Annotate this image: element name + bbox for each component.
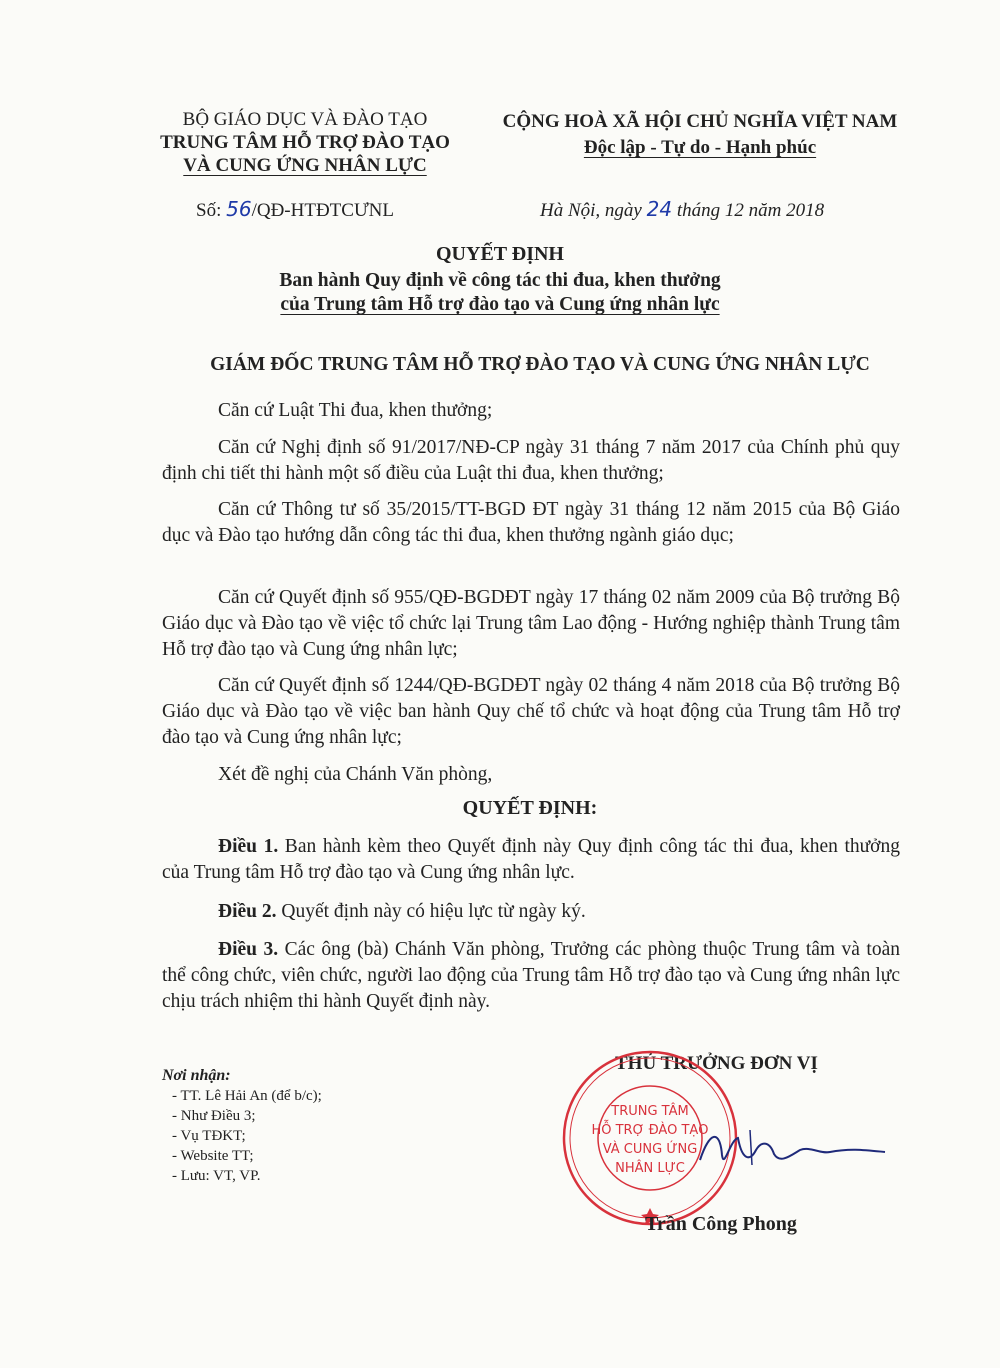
basis-6: Xét đề nghị của Chánh Văn phòng, [218,764,493,785]
title-sub2: của Trung tâm Hỗ trợ đào tạo và Cung ứng nhân lực [280,294,720,315]
title-sub1: Ban hành Quy định về công tác thi đua, khen thưởng [279,270,721,291]
signer-role: THỦ TRƯỞNG ĐƠN VỊ [615,1053,818,1074]
country-name: CỘNG HOÀ XÃ HỘI CHỦ NGHĨA VIỆT NAM [502,111,898,132]
basis-1: Căn cứ Luật Thi đua, khen thưởng; [218,400,493,421]
handwritten-day: 24 [646,197,673,221]
basis-5: Căn cứ Quyết định số 1244/QĐ-BGDĐT ngày 02 tháng 4 năm 2018 của Bộ trưởng Bộ Giáo dục và Đào tạo về việc ban hành Quy chế tổ chức và hoạt động của Trung tâm Hỗ trợ đào tạo và Cung ứng nhân lực; [162,675,900,748]
document-number: Số: 56/QĐ-HTĐTCƯNL [196,197,395,221]
stamp-line4: NHÂN LỰC [615,1161,685,1176]
stamp-line3: VÀ CUNG ỨNG [602,1142,698,1157]
recipients-block [162,1066,322,1186]
basis-3: Căn cứ Thông tư số 35/2015/TT-BGD ĐT ngày 31 tháng 12 năm 2015 của Bộ Giáo dục và Đào tạo hướng dẫn công tác thi đua, khen thưởng ngành giáo dục; [162,499,900,546]
recipients-list [162,1086,322,1186]
issuing-authority: GIÁM ĐỐC TRUNG TÂM HỖ TRỢ ĐÀO TẠO VÀ CUNG ỨNG NHÂN LỰC [210,354,870,375]
handwritten-number: 56 [226,197,252,221]
basis-2: Căn cứ Nghị định số 91/2017/NĐ-CP ngày 31 tháng 7 năm 2017 của Chính phủ quy định chi tiết thi hành một số điều của Luật thi đua, khen thưởng; [162,437,900,484]
national-motto: Độc lập - Tự do - Hạnh phúc [583,137,817,158]
ministry-name: BỘ GIÁO DỤC VÀ ĐÀO TẠO [182,109,428,130]
list-item: - Như Điều 3; [172,1108,256,1124]
list-item: - Website TT; [172,1148,254,1164]
signer-name: Trần Công Phong [645,1213,797,1235]
center-name-line1: TRUNG TÂM HỖ TRỢ ĐÀO TẠO [160,132,450,153]
stamp-line2: HỖ TRỢ ĐÀO TẠO [591,1123,709,1138]
document-date: Hà Nội, ngày 24 tháng 12 năm 2018 [540,197,825,221]
agency-header [140,108,470,177]
center-name-line2: VÀ CUNG ỨNG NHÂN LỰC [183,155,427,176]
decision-heading: QUYẾT ĐỊNH: [462,797,598,819]
signature-scribble-icon [690,1120,890,1180]
basis-4: Căn cứ Quyết định số 955/QĐ-BGDĐT ngày 17 tháng 02 năm 2009 của Bộ trưởng Bộ Giáo dục và Đào tạo về việc tổ chức lại Trung tâm Lao động - Hướng nghiệp thành Trung tâm Hỗ trợ đào tạo và Cung ứng nhân lực; [162,587,900,660]
article-2: Điều 2. Quyết định này có hiệu lực từ ngày ký. [218,901,586,922]
recipients-title: Nơi nhận: [162,1067,231,1084]
decision-title [100,243,900,316]
national-header [480,110,920,159]
list-item: - Vụ TĐKT; [172,1128,246,1144]
article-3: Điều 3. Các ông (bà) Chánh Văn phòng, Trưởng các phòng thuộc Trung tâm và toàn thể công chức, viên chức, người lao động của Trung tâm Hỗ trợ đào tạo và Cung ứng nhân lực chịu trách nhiệm thi hành Quyết định này. [162,939,900,1012]
list-item: - Lưu: VT, VP. [172,1168,261,1184]
stamp-line1: TRUNG TÂM [611,1104,689,1119]
list-item: - TT. Lê Hải An (để b/c); [172,1088,322,1104]
title-main: QUYẾT ĐỊNH [436,243,564,265]
article-1: Điều 1. Ban hành kèm theo Quyết định này Quy định công tác thi đua, khen thưởng của Trung tâm Hỗ trợ đào tạo và Cung ứng nhân lực. [162,836,900,883]
